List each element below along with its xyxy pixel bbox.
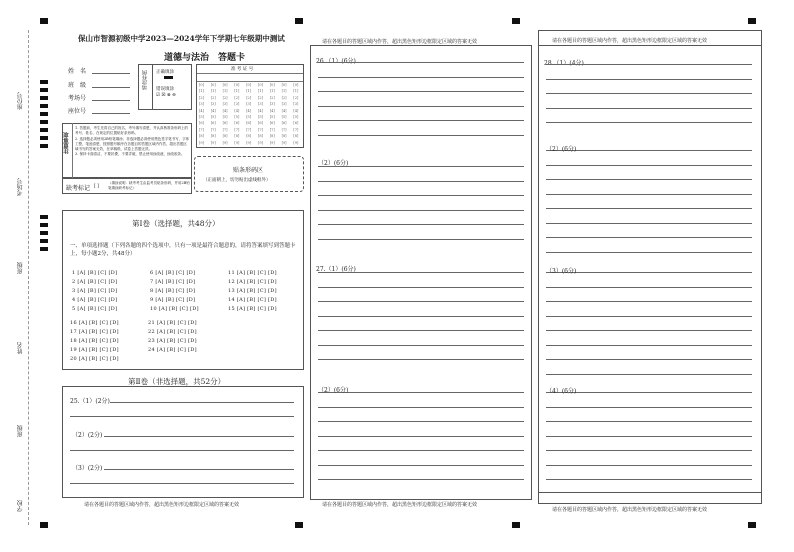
mcq-row[interactable]: 21 [A] [B] [C] [D] (148, 320, 197, 326)
notice-label: 注意事项 (64, 132, 70, 154)
answer-line[interactable] (318, 62, 524, 63)
answer-line[interactable] (318, 195, 524, 196)
exam-digit-bubble[interactable]: [9] (222, 140, 228, 145)
exam-digit-bubble[interactable]: [9] (258, 140, 263, 145)
mcq-row[interactable]: 9 [A] [B] [C] [D] (150, 297, 196, 303)
exam-digit-bubble[interactable]: [8] (210, 134, 216, 139)
answer-line[interactable] (318, 106, 524, 107)
mcq-row[interactable]: 18 [A] [B] [C] [D] (70, 338, 119, 344)
mcq-row[interactable]: 8 [A] [B] [C] [D] (150, 288, 196, 294)
q25-2-label: （2）(2分) (72, 432, 103, 439)
answer-line[interactable] (318, 210, 524, 211)
q28-3-label: （3）(6分) (546, 268, 577, 275)
answer-line[interactable] (546, 479, 752, 480)
mcq-row[interactable]: 10 [A] [B] [C] [D] (150, 306, 199, 312)
answer-line[interactable] (546, 407, 752, 408)
answer-line[interactable] (546, 208, 752, 209)
exam-digit-bubble[interactable]: [3] (258, 102, 263, 107)
exam-digit-bubble[interactable]: [2] (199, 95, 204, 100)
q26-1-label: 26.（1）(6分) (316, 58, 356, 65)
exam-digit-bubble[interactable]: [5] (222, 115, 228, 119)
q27-2-label: （2）(6分) (318, 387, 349, 394)
exam-digit-bubble[interactable]: [4] (210, 108, 216, 113)
mcq-row[interactable]: 3 [A] [B] [C] [D] (72, 288, 118, 294)
answer-line[interactable] (546, 79, 752, 80)
q25-1-label: 25.（1）(2分) (70, 398, 110, 405)
exam-digit-bubble[interactable]: [4] (222, 108, 228, 113)
answer-line[interactable] (546, 345, 752, 346)
answer-line[interactable] (318, 436, 524, 437)
part1-instruction: 一、单项选择题（下列各题的四个选项中，只有一项是最符合题意的，请将答案填写到答题卡上，每小题2分，共48分） (70, 243, 296, 257)
answer-line[interactable] (318, 166, 524, 167)
exam-digit-bubble[interactable]: [4] (281, 108, 287, 113)
answer-line[interactable] (546, 223, 752, 224)
answer-line[interactable] (318, 77, 524, 78)
answer-line[interactable] (318, 465, 524, 466)
timing-mark (748, 18, 756, 24)
footer-notice-3: 请在各题目的答题区域内作答，超出黑色矩形边框限定区域的答案无效 (552, 507, 708, 513)
name-field[interactable] (92, 73, 130, 74)
exam-digit-bubble[interactable]: [6] (246, 121, 252, 126)
exam-digit-bubble[interactable]: [1] (246, 89, 252, 94)
exam-digit-bubble[interactable]: [7] (281, 127, 287, 132)
answer-line[interactable] (318, 359, 524, 360)
exam-digit-bubble[interactable]: [3] (293, 102, 299, 107)
answer-line[interactable] (318, 316, 524, 317)
answer-line[interactable] (318, 345, 524, 346)
exam-digit-bubble[interactable]: [3] (210, 102, 216, 107)
exam-digit-bubble[interactable]: [6] (234, 121, 240, 126)
answer-line[interactable] (318, 135, 524, 136)
answer-line[interactable] (546, 150, 752, 151)
exam-digit-bubble[interactable]: [3] (222, 102, 228, 107)
barcode-title: 贴条形码区 (233, 167, 264, 174)
answer-line[interactable] (546, 316, 752, 317)
exam-digit-bubble[interactable]: [3] (246, 102, 252, 107)
answer-line[interactable] (546, 64, 752, 65)
exam-digit-bubble[interactable]: [7] (199, 127, 204, 132)
answer-line[interactable] (546, 330, 752, 331)
exam-digit-bubble[interactable]: [5] (281, 115, 287, 119)
answer-line[interactable] (546, 301, 752, 302)
answer-line[interactable] (546, 252, 752, 253)
binding-label-class: 班级 (17, 262, 24, 274)
exam-digit-bubble[interactable]: [5] (258, 115, 263, 119)
timing-mark (295, 18, 303, 24)
exam-digit-bubble[interactable]: [6] (222, 121, 228, 126)
answer-line[interactable] (318, 91, 524, 92)
fill-example-divider (152, 64, 153, 110)
exam-digit-bubble[interactable]: [0] (246, 83, 252, 87)
exam-digit-bubble[interactable]: [5] (199, 115, 204, 119)
exam-digit-bubble[interactable]: [5] (234, 115, 240, 119)
seat-label: 座位号 (68, 108, 87, 115)
correct-fill-label: 正确填涂 (156, 70, 174, 75)
answer-line[interactable] (546, 450, 752, 451)
binding-label-class2: 班级 (17, 425, 24, 437)
exam-digit-bubble[interactable]: [0] (258, 83, 263, 87)
exam-digit-bubble[interactable]: [1] (281, 89, 287, 94)
exam-digit-bubble[interactable]: [5] (269, 115, 275, 119)
exam-digit-bubble[interactable]: [3] (269, 102, 275, 107)
exam-title: 保山市智源初级中学2023—2024学年下学期七年级期中测试 (78, 34, 285, 43)
room-field[interactable] (92, 100, 130, 101)
card-title: 道德与法治 答题卡 (164, 53, 246, 63)
exam-digit-bubble[interactable]: [2] (222, 95, 228, 100)
timing-mark (295, 522, 303, 528)
exam-digit-bubble[interactable]: [8] (199, 134, 204, 139)
exam-digit-bubble[interactable]: [6] (269, 121, 275, 126)
exam-digit-bubble[interactable]: [0] (199, 83, 204, 87)
mcq-row[interactable]: 5 [A] [B] [C] [D] (72, 306, 118, 312)
exam-digit-bubble[interactable]: [1] (234, 89, 240, 94)
exam-digit-bubble[interactable]: [2] (210, 95, 216, 100)
exam-digit-bubble[interactable]: [6] (210, 121, 216, 126)
exam-digit-bubble[interactable]: [1] (293, 89, 299, 94)
exam-digit-bubble[interactable]: [7] (246, 127, 252, 132)
answer-line[interactable] (318, 479, 524, 480)
exam-digit-bubble[interactable]: [8] (246, 134, 252, 139)
correct-fill-icon (164, 76, 173, 79)
part2-title: 第Ⅱ卷（非选择题，共52分） (128, 377, 226, 386)
exam-digit-bubble[interactable]: [7] (234, 127, 240, 132)
binding-label-room: 考场号 (17, 178, 24, 196)
exam-digit-bubble[interactable]: [4] (234, 108, 240, 113)
exam-digit-bubble[interactable]: [0] (210, 83, 216, 87)
exam-digit-bubble[interactable]: [3] (199, 102, 204, 107)
timing-mark (512, 522, 520, 528)
notice-text: 1. 答题前，考生先将自己的姓名、考号填写清楚，并认真核准条形码上的考号、姓名、在规定的位置贴好条形码。 2. 选择题必须使用2B铅笔填涂；非选择题必须使用黑色签字笔书写，字体工整，笔迹清楚，按照题号顺序在各题目的答题区域内作答，超出答题区域书写的答案无效，在草稿纸、试卷上答题无效。 3. 保持卡面清洁，不要折叠，不要弄破，禁止使用涂改液，涂改胶条。 (75, 126, 190, 157)
exam-digit-bubble[interactable]: [5] (210, 115, 216, 119)
answer-line[interactable] (546, 272, 752, 273)
exam-digit-bubble[interactable]: [2] (234, 95, 240, 100)
exam-digit-bubble[interactable]: [7] (293, 127, 299, 132)
answer-line[interactable] (546, 392, 752, 393)
exam-digit-bubble[interactable]: [2] (269, 95, 275, 100)
answer-line[interactable] (546, 287, 752, 288)
exam-digit-bubble[interactable]: [9] (293, 140, 299, 145)
exam-digit-bubble[interactable]: [4] (246, 108, 252, 113)
exam-digit-bubble[interactable]: [9] (210, 140, 216, 145)
class-field[interactable] (92, 87, 130, 88)
exam-digit-bubble[interactable]: [2] (293, 95, 299, 100)
exam-digit-bubble[interactable]: [8] (234, 134, 240, 139)
answer-line[interactable] (318, 392, 524, 393)
mcq-row[interactable]: 23 [A] [B] [C] [D] (148, 338, 197, 344)
answer-line[interactable] (546, 359, 752, 360)
exam-digit-bubble[interactable]: [8] (281, 134, 287, 139)
answer-line[interactable] (318, 330, 524, 331)
answer-line[interactable] (318, 239, 524, 240)
class-label: 班 级 (68, 82, 87, 89)
answer-line[interactable] (546, 237, 752, 238)
mcq-row[interactable]: 15 [A] [B] [C] [D] (228, 306, 277, 312)
exam-digit-bubble[interactable]: [0] (222, 83, 228, 87)
exam-digit-bubble[interactable]: [0] (281, 83, 287, 87)
binding-label-name: 姓名 (17, 342, 24, 354)
name-label: 姓 名 (68, 68, 87, 75)
exam-digit-bubble[interactable]: [2] (258, 95, 263, 100)
answer-line[interactable] (318, 407, 524, 408)
exam-digit-bubble[interactable]: [8] (222, 134, 228, 139)
answer-line[interactable] (546, 465, 752, 466)
binding-dashed-line (28, 30, 29, 525)
q27-1-label: 27.（1）(6分) (316, 266, 356, 273)
answer-line[interactable] (318, 301, 524, 302)
exam-digit-bubble[interactable]: [0] (234, 83, 240, 87)
q28-4-label: （4）(6分) (546, 388, 577, 395)
exam-digit-bubble[interactable]: [7] (269, 127, 275, 132)
exam-digit-bubble[interactable]: [4] (293, 108, 299, 113)
exam-digit-bubble[interactable]: [0] (293, 83, 299, 87)
mcq-row[interactable]: 22 [A] [B] [C] [D] (148, 329, 197, 335)
answer-line[interactable] (546, 122, 752, 123)
exam-digit-bubble[interactable]: [8] (293, 134, 299, 139)
q28-1-label: 28.（1）(4分) (544, 60, 584, 67)
mcq-row[interactable]: 1 [A] [B] [C] [D] (72, 270, 118, 276)
answer-line[interactable] (318, 181, 524, 182)
exam-digit-bubble[interactable]: [4] (269, 108, 275, 113)
q28-2-label: （2）(6分) (546, 146, 577, 153)
mcq-row[interactable]: 13 [A] [B] [C] [D] (228, 288, 277, 294)
exam-digit-bubble[interactable]: [4] (199, 108, 204, 113)
answer-line[interactable] (318, 224, 524, 225)
absent-note: （填涂说明：缺考考生由监考员贴条形码，并用2B铅笔填涂缺考标记） (108, 181, 190, 190)
timing-mark (40, 522, 48, 528)
answer-line[interactable] (318, 421, 524, 422)
exam-digit-bubble[interactable]: [1] (269, 89, 275, 94)
footer-notice-1: 请在各题目的答题区域内作答，超出黑色矩形边框限定区域的答案无效 (84, 502, 240, 508)
mcq-row[interactable]: 19 [A] [B] [C] [D] (70, 347, 119, 353)
exam-digit-bubble[interactable]: [6] (281, 121, 287, 126)
exam-digit-bubble[interactable]: [0] (269, 83, 275, 87)
exam-digit-bubble[interactable]: [9] (269, 140, 275, 145)
exam-digit-bubble[interactable]: [8] (258, 134, 263, 139)
barcode-subtitle: （正面朝上，切勿贴出虚线框外） (203, 178, 271, 183)
footer-notice-2: 请在各题目的答题区域内作答，超出黑色矩形边框限定区域的答案无效 (322, 502, 478, 508)
mcq-row[interactable]: 14 [A] [B] [C] [D] (228, 297, 277, 303)
exam-digit-bubble[interactable]: [1] (222, 89, 228, 94)
mcq-row[interactable]: 4 [A] [B] [C] [D] (72, 297, 118, 303)
barcode-area (194, 156, 304, 192)
exam-digit-bubble[interactable]: [9] (246, 140, 252, 145)
q26-2-label: （2）(6分) (318, 160, 349, 167)
exam-digit-bubble[interactable]: [2] (281, 95, 287, 100)
absent-checkbox[interactable]: [ ] (94, 184, 99, 189)
mcq-row[interactable]: 11 [A] [B] [C] [D] (228, 270, 277, 276)
binding-label-seat: 座位号 (17, 92, 24, 110)
mcq-row[interactable]: 20 [A] [B] [C] [D] (70, 356, 119, 362)
answer-line[interactable] (318, 287, 524, 288)
timing-mark (512, 18, 520, 24)
answer-line[interactable] (546, 165, 752, 166)
exam-digit-bubble[interactable]: [7] (210, 127, 216, 132)
exam-number-label: 准 考 证 号 (231, 67, 254, 72)
exam-digit-bubble[interactable]: [4] (258, 108, 263, 113)
exam-digit-bubble[interactable]: [2] (246, 95, 252, 100)
answer-line[interactable] (318, 450, 524, 451)
exam-digit-bubble[interactable]: [3] (281, 102, 287, 107)
seat-field[interactable] (92, 113, 130, 114)
answer-line[interactable] (546, 421, 752, 422)
mcq-row[interactable]: 12 [A] [B] [C] [D] (228, 279, 277, 285)
exam-digit-bubble[interactable]: [1] (199, 89, 204, 94)
exam-digit-bubble[interactable]: [5] (293, 115, 299, 119)
header-notice-3: 请在各题目的答题区域内作答，超出黑色矩形边框限定区域的答案无效 (552, 38, 708, 44)
exam-digit-bubble[interactable]: [8] (269, 134, 275, 139)
exam-digit-bubble[interactable]: [9] (281, 140, 287, 145)
exam-digit-bubble[interactable]: [7] (258, 127, 263, 132)
header-notice-2: 请在各题目的答题区域内作答，超出黑色矩形边框限定区域的答案无效 (322, 39, 478, 45)
answer-line[interactable] (546, 108, 752, 109)
room-label: 考场号 (68, 95, 87, 102)
exam-digit-bubble[interactable]: [6] (258, 121, 263, 126)
mcq-row[interactable]: 17 [A] [B] [C] [D] (70, 329, 119, 335)
wrong-fill-icon: ☑ ☒ ⊗ ⊖ (156, 93, 176, 98)
part1-title: 第Ⅰ卷（选择题，共48分） (132, 219, 220, 228)
exam-digit-bubble[interactable]: [6] (199, 121, 204, 126)
answer-line[interactable] (546, 374, 752, 375)
answer-line[interactable] (546, 179, 752, 180)
fill-example-label: 填涂样例 (142, 70, 148, 90)
mcq-row[interactable]: 7 [A] [B] [C] [D] (150, 279, 196, 285)
exam-digit-bubble[interactable]: [5] (246, 115, 252, 119)
exam-digit-bubble[interactable]: [7] (222, 127, 228, 132)
exam-digit-bubble[interactable]: [6] (293, 121, 299, 126)
q25-3-label: （3）(2分) (72, 465, 103, 472)
mcq-row[interactable]: 24 [A] [B] [C] [D] (148, 347, 197, 353)
absent-label: 缺考标记 (66, 185, 91, 192)
exam-digit-bubble[interactable]: [1] (258, 89, 263, 94)
mcq-row[interactable]: 2 [A] [B] [C] [D] (72, 279, 118, 285)
mcq-row[interactable]: 16 [A] [B] [C] [D] (70, 320, 119, 326)
wrong-fill-label: 错误填涂 (156, 87, 174, 92)
exam-digit-bubble[interactable]: [1] (210, 89, 216, 94)
timing-mark (40, 18, 48, 24)
answer-line[interactable] (546, 194, 752, 195)
mcq-row[interactable]: 6 [A] [B] [C] [D] (150, 270, 196, 276)
answer-line[interactable] (546, 93, 752, 94)
exam-digit-bubble[interactable]: [9] (234, 140, 240, 145)
timing-mark (748, 522, 756, 528)
answer-line[interactable] (546, 436, 752, 437)
binding-label-school: 学校 (17, 500, 24, 512)
exam-digit-bubble[interactable]: [9] (199, 140, 204, 145)
answer-line[interactable] (318, 120, 524, 121)
exam-digit-bubble[interactable]: [3] (234, 102, 240, 107)
